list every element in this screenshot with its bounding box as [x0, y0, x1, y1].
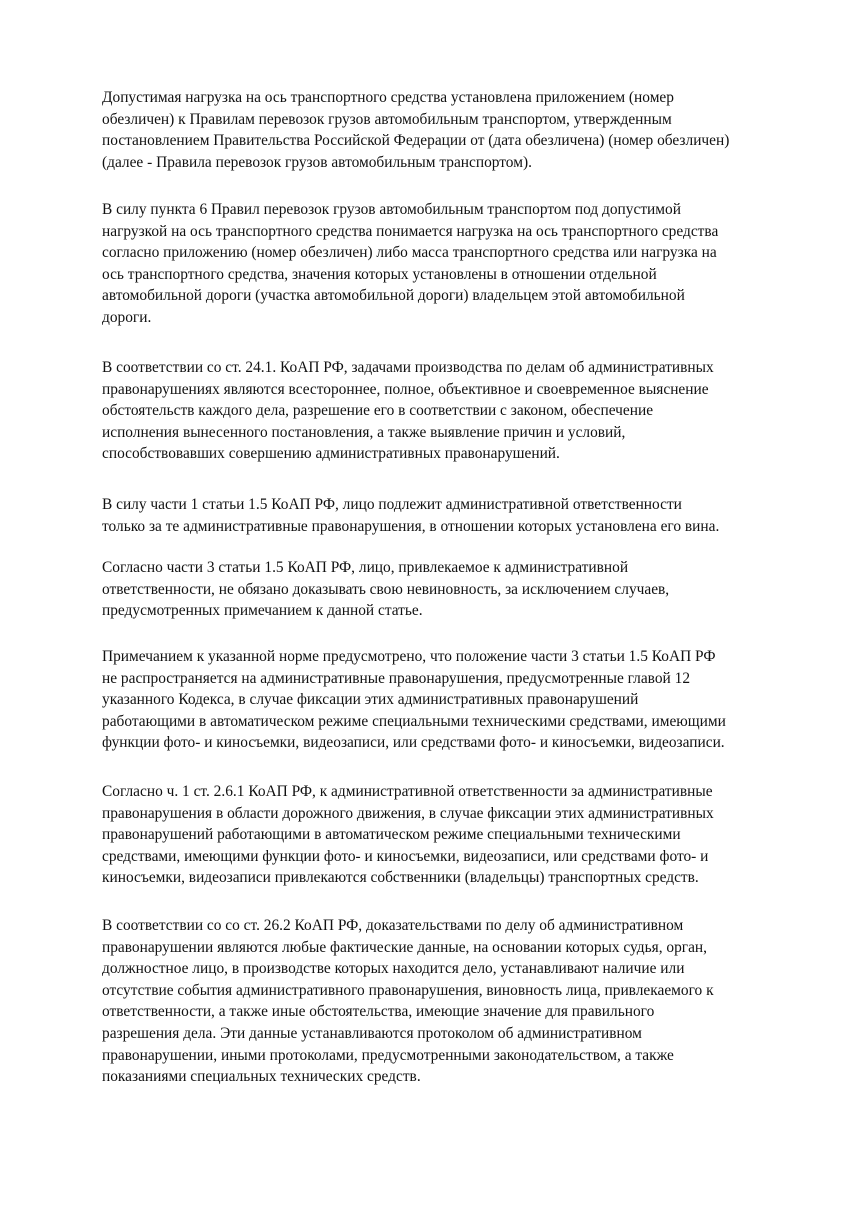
paragraph-8 — [102, 915, 802, 1088]
text-line: предусмотренных примечанием к данной статье. — [102, 602, 423, 620]
text-line: функции фото- и киносъемки, видеозаписи, или средствами фото- и киносъемки, видеозаписи. — [102, 734, 725, 752]
paragraph-3 — [102, 357, 802, 465]
paragraph-7 — [102, 781, 802, 889]
paragraph-1 — [102, 87, 802, 173]
text-line: Примечанием к указанной норме предусмотрено, что положение части 3 статьи 1.5 КоАП РФ — [102, 648, 716, 665]
text-line: отсутствие события административного правонарушения, виновность лица, привлекаемого к — [102, 981, 714, 999]
text-line: нагрузкой на ось транспортного средства понимается нагрузка на ось транспортного средства — [102, 222, 719, 240]
text-line: Допустимая нагрузка на ось транспортного средства установлена приложением (номер — [102, 89, 674, 106]
text-line: показаниями специальных технических средств. — [102, 1068, 421, 1086]
text-line: Согласно части 3 статьи 1.5 КоАП РФ, лицо, привлекаемое к административной — [102, 559, 629, 576]
text-line: автомобильной дороги (участка автомобильной дороги) владельцем этой автомобильной — [102, 287, 685, 305]
text-line: постановлением Правительства Российской Федерации от (дата обезличена) (номер обезличен) — [102, 132, 730, 150]
text-line: правонарушении являются любые фактические данные, на основании которых судья, орган, — [102, 938, 708, 956]
text-line: исполнения вынесенного постановления, а также выявление причин и условий, — [102, 423, 626, 441]
text-line: ответственности, не обязано доказывать свою невиновность, за исключением случаев, — [102, 580, 670, 598]
text-line: дороги. — [102, 308, 152, 326]
text-line: В силу части 1 статьи 1.5 КоАП РФ, лицо подлежит административной ответственности — [102, 496, 682, 513]
text-line: обезличен) к Правилам перевозок грузов автомобильным транспортом, утвержденным — [102, 110, 672, 128]
paragraph-6 — [102, 646, 802, 754]
text-line: обстоятельств каждого дела, разрешение его в соответствии с законом, обеспечение — [102, 402, 654, 420]
text-line: В силу пункта 6 Правил перевозок грузов автомобильным транспортом под допустимой — [102, 201, 681, 218]
text-line: (далее - Правила перевозок грузов автомобильным транспортом). — [102, 153, 532, 171]
text-line: правонарушениях являются всестороннее, полное, объективное и своевременное выяснение — [102, 380, 709, 398]
paragraph-2 — [102, 199, 802, 329]
text-line: должностное лицо, в производстве которых находится дело, устанавливают наличие или — [102, 960, 685, 978]
text-line: правонарушения в области дорожного движения, в случае фиксации этих административных — [102, 804, 714, 822]
text-line: средствами, имеющими функции фото- и киносъемки, видеозаписи, или средствами фото- и — [102, 847, 709, 865]
text-line: В соответствии со со ст. 26.2 КоАП РФ, доказательствами по делу об административном — [102, 917, 684, 934]
text-line: Согласно ч. 1 ст. 2.6.1 КоАП РФ, к административной ответственности за административные — [102, 783, 713, 800]
text-line: ось транспортного средства, значения которых установлены в отношении отдельной — [102, 265, 657, 283]
text-line: указанного Кодекса, в случае фиксации этих административных правонарушений — [102, 691, 639, 709]
text-line: ответственности, а также иные обстоятельства, имеющие значение для правильного — [102, 1003, 655, 1021]
text-line: В соответствии со ст. 24.1. КоАП РФ, задачами производства по делам об административных — [102, 359, 714, 376]
text-line: работающими в автоматическом режиме специальными техническими средствами, имеющими — [102, 712, 726, 730]
text-line: правонарушении, иными протоколами, предусмотренными законодательством, а также — [102, 1046, 674, 1064]
text-line: согласно приложению (номер обезличен) либо масса транспортного средства или нагрузка на — [102, 244, 717, 262]
text-line: только за те административные правонарушения, в отношении которых установлена его вина. — [102, 517, 720, 535]
text-line: правонарушений работающими в автоматическом режиме специальными техническими — [102, 826, 681, 844]
text-line: разрешения дела. Эти данные устанавливаются протоколом об административном — [102, 1024, 642, 1042]
text-line: киносъемки, видеозаписи привлекаются собственники (владельцы) транспортных средств. — [102, 869, 699, 887]
text-line: не распространяется на административные правонарушения, предусмотренные главой 12 — [102, 669, 691, 687]
paragraph-5 — [102, 557, 802, 622]
text-line: способствовавших совершению административных правонарушений. — [102, 445, 560, 463]
paragraph-4 — [102, 494, 802, 537]
